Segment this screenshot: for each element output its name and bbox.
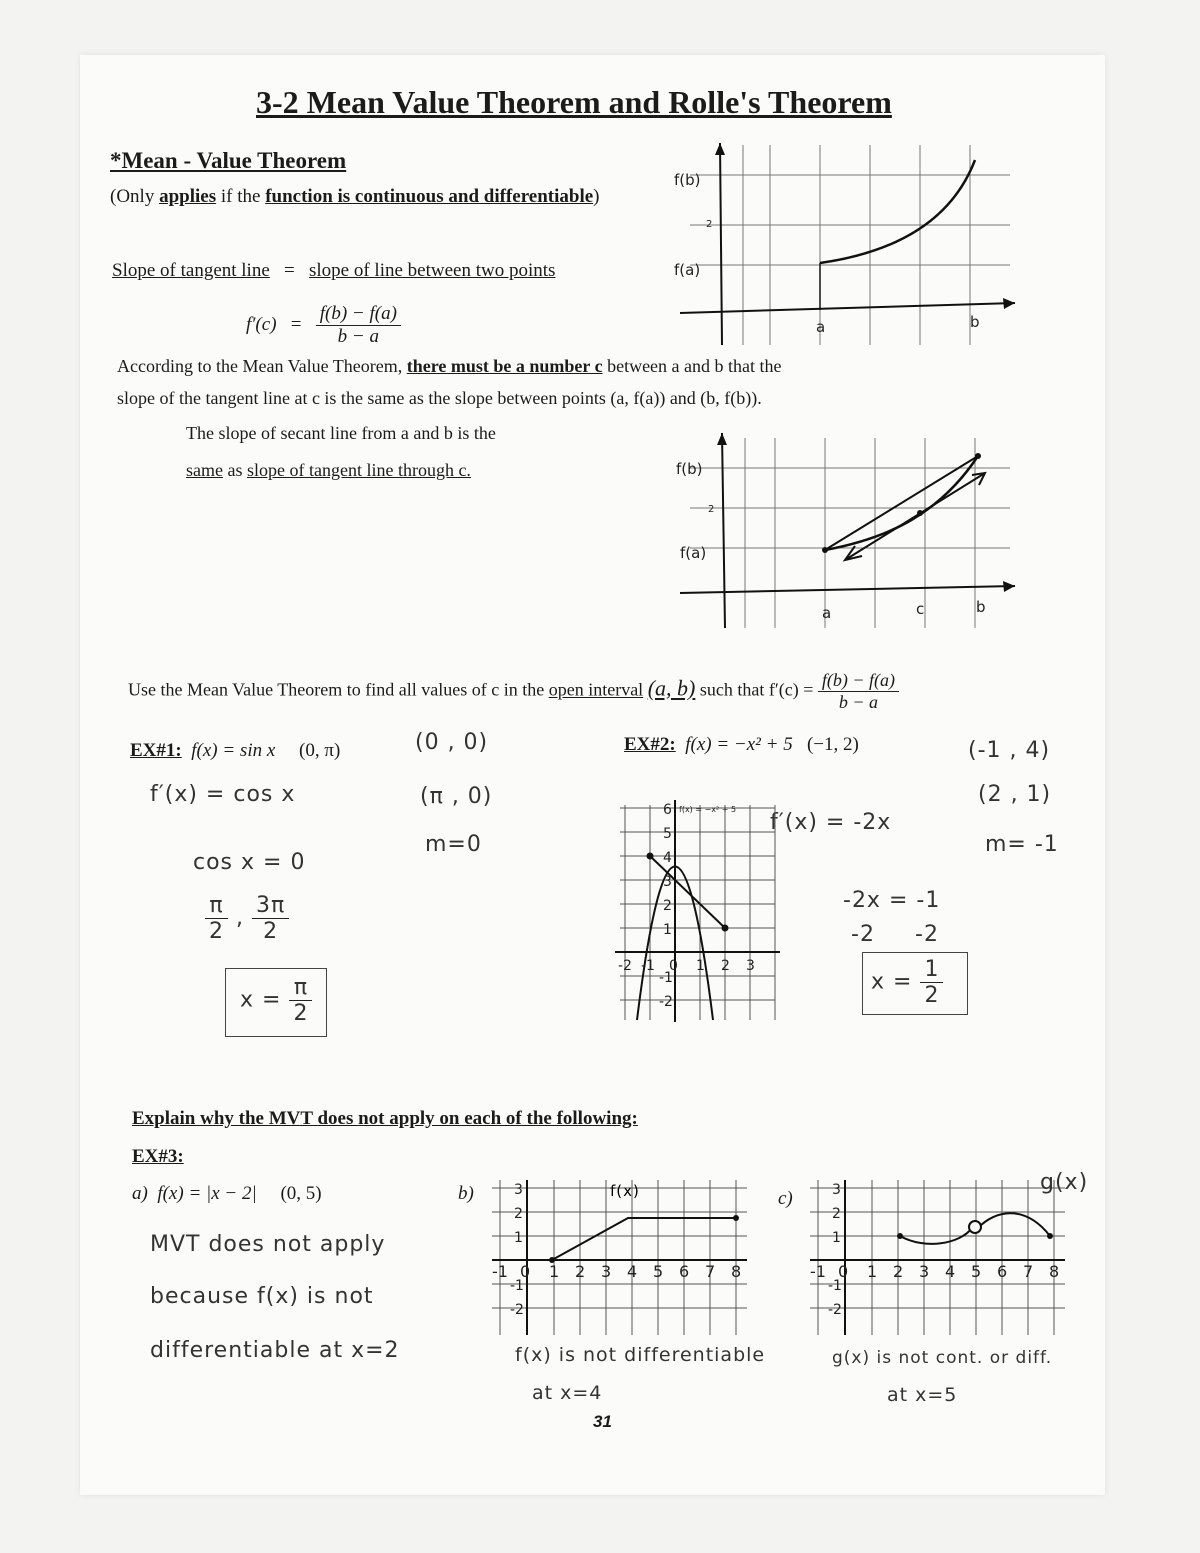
ex3b-x-tick: 7	[705, 1262, 716, 1281]
ex3b-x-tick: 4	[627, 1262, 638, 1281]
ex2-answer-den: 2	[924, 983, 940, 1008]
ex3b-y-tick: 3	[514, 1182, 523, 1198]
ex3b-x-tick: 0	[520, 1262, 531, 1281]
page-title: 3-2 Mean Value Theorem and Rolle's Theorem	[256, 84, 892, 120]
ex3c-x-tick: 3	[919, 1262, 930, 1281]
instruction-interval: (a, b)	[647, 675, 696, 701]
slope-tangent-text: Slope of tangent line	[112, 260, 270, 281]
ex3c-start-point	[897, 1233, 903, 1239]
secant-graph	[670, 428, 1030, 633]
ex2-divide-right: -2	[915, 922, 939, 947]
ex2-y-tick: -2	[659, 994, 673, 1010]
ex3b-label: b)	[458, 1183, 474, 1204]
condition-open: (Only	[110, 186, 155, 207]
ex3c-y-tick: 1	[832, 1230, 841, 1246]
statement-c: between a and b that the	[607, 356, 782, 376]
ex1-function: f(x) = sin x	[191, 740, 276, 761]
mvt-condition	[110, 186, 600, 208]
instruction-fraction	[818, 670, 899, 713]
tick-2: 2	[706, 219, 713, 230]
ex2-y-tick: 6	[663, 802, 672, 818]
ex2-point1: (-1 , 4)	[968, 738, 1051, 763]
instruction	[128, 670, 899, 713]
y-axis	[720, 143, 722, 345]
ex1-answer-frac	[289, 975, 312, 1026]
ex2-y-tick: 4	[663, 850, 672, 866]
ex3b-x-tick: -1	[492, 1262, 508, 1281]
ex1-answer-den: 2	[293, 1001, 309, 1026]
ex1-point1: (0 , 0)	[415, 730, 489, 755]
ex2-answer-frac	[920, 957, 943, 1008]
ex3b-end-point	[733, 1215, 739, 1221]
mvt-heading: *Mean - Value Theorem	[110, 148, 347, 173]
ex3b-x-tick: 3	[601, 1262, 612, 1281]
ex1-sol1-den: 2	[209, 919, 224, 944]
secant-line1: The slope of secant line from a and b is the	[186, 423, 496, 443]
statement-b: there must be a number c	[406, 356, 603, 376]
f-b-label: f(b)	[674, 171, 701, 189]
ex3b-hand-1: f(x) is not differentiable	[515, 1344, 766, 1366]
ex1-header	[130, 740, 340, 762]
mvt-fraction	[316, 303, 401, 348]
secant-line	[825, 456, 978, 550]
ex1-sol1-num: π	[205, 893, 228, 919]
ex3a-interval: (0, 5)	[280, 1183, 322, 1204]
ex2-answer-num: 1	[920, 957, 943, 983]
fraction-numerator: f(b) − f(a)	[316, 303, 401, 326]
ex3c-x-tick: -1	[810, 1262, 826, 1281]
ex1-cos-zero: cos x = 0	[193, 850, 306, 875]
f-b-label-2: f(b)	[676, 460, 703, 478]
ex2-slope: m= -1	[985, 832, 1059, 857]
ex3a-header	[132, 1183, 322, 1205]
ex3b-x-tick: 2	[575, 1262, 586, 1281]
ex1-point2: (π , 0)	[420, 784, 493, 809]
equals-sign: =	[284, 260, 295, 281]
ex1-answer-num: π	[289, 975, 312, 1001]
ex3a-hand-2: because f(x) is not	[150, 1284, 374, 1309]
secant-same: same	[186, 460, 223, 480]
ex3c-end-point	[1047, 1233, 1053, 1239]
ex3b-graph	[492, 1180, 750, 1340]
x-axis-arrow	[1003, 298, 1015, 309]
ex1-sol2-num: 3π	[252, 893, 289, 919]
instruction-text-b: such that f′(c) =	[699, 679, 814, 700]
ex3c-x-tick: 1	[867, 1262, 878, 1281]
condition-close: )	[593, 186, 600, 207]
condition-if: if the	[220, 186, 261, 207]
ex3b-graph-label: f(x)	[610, 1182, 640, 1200]
ex3c-y-tick: 2	[832, 1206, 841, 1222]
tangent-line	[845, 473, 985, 560]
ex3b-grid	[492, 1180, 747, 1335]
fprime-c: f′(c)	[246, 313, 277, 335]
page-number: 31	[593, 1412, 612, 1431]
ex2-y-tick: 3	[663, 874, 672, 890]
condition-function: function is continuous and differentiable	[265, 186, 594, 207]
ex3a-hand-1: MVT does not apply	[150, 1232, 386, 1257]
ex2-secant	[650, 856, 725, 928]
ex3c-x-tick: 6	[997, 1262, 1008, 1281]
slope-equivalence	[112, 260, 555, 282]
secant-as: as	[227, 460, 243, 480]
ex3c-x-tick: 0	[838, 1262, 849, 1281]
ex1-answer-lhs: x =	[240, 987, 282, 1013]
ex3c-x-tick: 2	[893, 1262, 904, 1281]
ex1-sol1	[205, 893, 228, 944]
instruction-numerator: f(b) − f(a)	[818, 670, 899, 692]
a-label-2: a	[822, 604, 832, 622]
ex2-x-tick: 3	[746, 958, 755, 974]
ex2-equation: -2x = -1	[843, 888, 941, 913]
ex3b-x-tick: 5	[653, 1262, 664, 1281]
ex2-x-tick: -1	[641, 958, 655, 974]
ex1-label: EX#1:	[130, 740, 182, 761]
point-c	[917, 510, 923, 516]
ex1-interval: (0, π)	[299, 740, 341, 761]
ex2-x-tick: 1	[696, 958, 705, 974]
ex2-answer-box	[862, 952, 968, 1015]
b-label: b	[970, 313, 980, 331]
ex3b-hand-2: at x=4	[532, 1382, 603, 1404]
secant-line2	[186, 460, 471, 481]
ex3-heading: Explain why the MVT does not apply on each of the following:	[132, 1108, 638, 1129]
ex3b-x-tick: 1	[549, 1262, 560, 1281]
ex3c-hole	[969, 1221, 981, 1233]
ex1-answer-box	[225, 968, 327, 1037]
x-axis-2	[680, 586, 1015, 593]
ex2-y-tick: 1	[663, 922, 672, 938]
ex2-function: f(x) = −x² + 5	[685, 734, 793, 755]
ex3b-y-tick: -2	[510, 1302, 524, 1318]
condition-applies: applies	[159, 186, 217, 207]
ex3c-x-tick: 4	[945, 1262, 956, 1281]
y-axis-arrow	[715, 143, 725, 155]
ex3c-hand-2: at x=5	[887, 1384, 958, 1406]
ex3c-y-tick: 3	[832, 1182, 841, 1198]
ex3c-graph	[810, 1180, 1068, 1340]
ex2-y-tick: 2	[663, 898, 672, 914]
x-axis-arrow-2	[1003, 581, 1015, 592]
ex2-point2: (2 , 1)	[978, 782, 1052, 807]
ex3c-grid	[810, 1180, 1065, 1335]
ex3c-y-tick: -2	[828, 1302, 842, 1318]
ex3a-function: f(x) = |x − 2|	[157, 1183, 257, 1204]
a-label: a	[816, 318, 826, 336]
ex3-label: EX#3:	[132, 1146, 184, 1167]
tick-2-b: 2	[708, 504, 715, 515]
y-axis-2	[722, 433, 725, 628]
ex3c-x-tick: 7	[1023, 1262, 1034, 1281]
fraction-denominator: b − a	[337, 326, 379, 347]
instruction-text-a: Use the Mean Value Theorem to find all values of c in the	[128, 679, 545, 700]
y-axis-arrow-2	[717, 433, 727, 445]
ex1-solutions: $\frac{\pi}{2}$ , $\frac{3\pi}{2}$	[205, 893, 289, 944]
c-label-2: c	[916, 600, 925, 618]
mvt-statement-line1	[117, 356, 782, 377]
ex3b-y-tick: 1	[514, 1230, 523, 1246]
ex3c-graph-label: g(x)	[1040, 1170, 1089, 1195]
ex3a-hand-3: differentiable at x=2	[150, 1338, 400, 1363]
instruction-denominator: b − a	[838, 692, 879, 712]
x-axis	[680, 303, 1015, 313]
ex2-y-tick: 5	[663, 826, 672, 842]
ex3b-x-tick: 6	[679, 1262, 690, 1281]
ex1-derivative: f′(x) = cos x	[150, 782, 296, 807]
ex2-x-tick: 0	[669, 958, 678, 974]
ex2-x-tick: 2	[721, 958, 730, 974]
mvt-graph	[670, 135, 1030, 350]
f-a-label: f(a)	[674, 261, 701, 279]
ex2-label: EX#2:	[624, 734, 676, 755]
ex1-slope: m=0	[425, 832, 482, 857]
ex3c-x-tick: 8	[1049, 1262, 1060, 1281]
b-label-2: b	[976, 598, 986, 616]
ex2-divide-left: -2	[851, 922, 875, 947]
ex2-interval: (−1, 2)	[806, 734, 859, 755]
instruction-open-interval: open interval	[548, 679, 644, 700]
ex3c-y-tick: -1	[828, 1278, 842, 1294]
ex3b-x-tick: 8	[731, 1262, 742, 1281]
point-a	[822, 547, 828, 553]
ex2-derivative: f′(x) = -2x	[770, 810, 892, 835]
ex2-x-tick: -2	[618, 958, 632, 974]
ex2-grid	[620, 805, 775, 1020]
ex2-y-tick: -1	[659, 970, 673, 986]
secant-tangent: slope of tangent line through c.	[246, 460, 471, 480]
ex2-point-left	[647, 853, 654, 860]
statement-a: According to the Mean Value Theorem,	[117, 356, 403, 376]
point-b	[975, 453, 981, 459]
ex3c-label: c)	[778, 1188, 793, 1209]
ex3a-label: a)	[132, 1183, 148, 1204]
ex2-graph-label: f(x) = −x² + 5	[679, 805, 737, 814]
ex2-header	[624, 734, 859, 756]
slope-points-text: slope of line between two points	[309, 260, 556, 281]
ex2-graph	[615, 800, 780, 1025]
ex1-sol2	[252, 893, 289, 944]
ex2-point-right	[722, 925, 729, 932]
mvt-formula: f′(c) = $\frac{f(b) - f(a)}{b - a}$	[246, 303, 401, 348]
ex3b-y-tick: -1	[510, 1278, 524, 1294]
mvt-statement-line2: slope of the tangent line at c is the same as the slope between points (a, f(a)) and (b, f(b)).	[117, 388, 762, 408]
ex2-answer-lhs: x =	[871, 969, 913, 995]
ex3b-y-tick: 2	[514, 1206, 523, 1222]
ex1-sol2-den: 2	[263, 919, 279, 944]
ex3c-hand-1: g(x) is not cont. or diff.	[832, 1348, 1053, 1368]
graph-grid	[690, 145, 1010, 345]
ex3c-x-tick: 5	[971, 1262, 982, 1281]
f-a-label-2: f(a)	[680, 544, 707, 562]
